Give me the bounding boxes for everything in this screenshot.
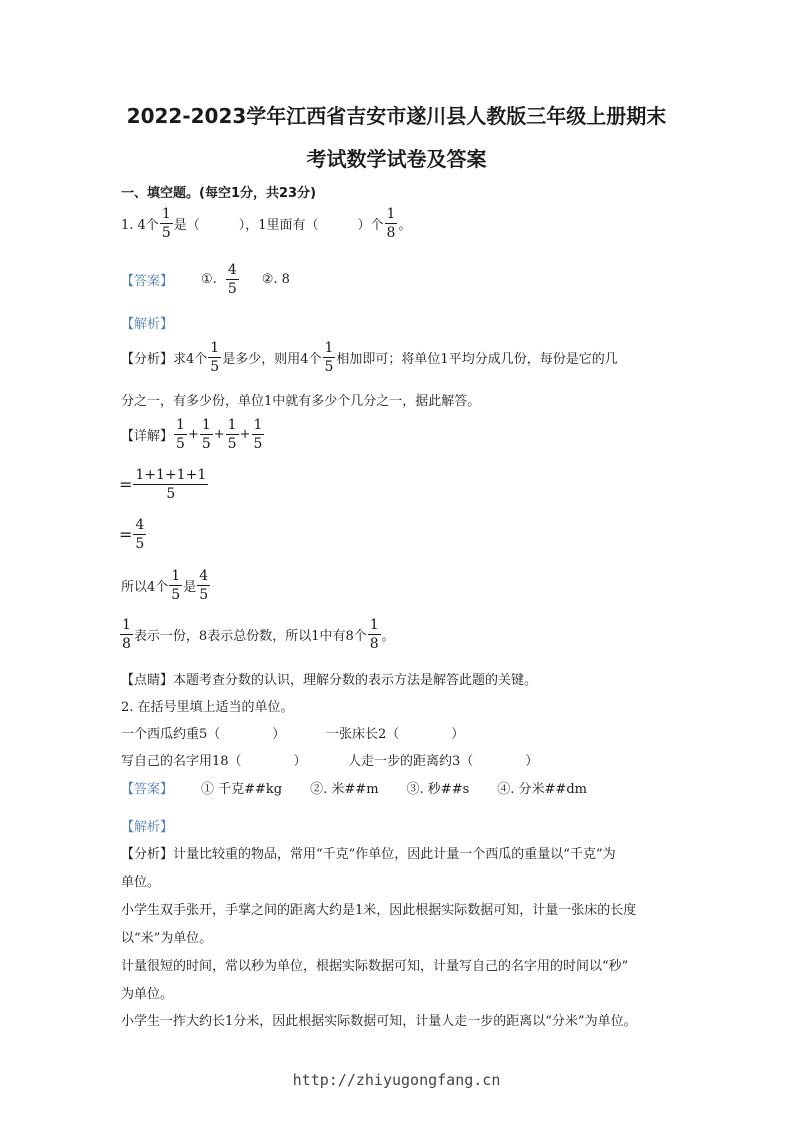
q2-answer-1: ① 千克##kg	[201, 782, 283, 797]
plus-sign: +	[213, 427, 225, 443]
q2-answer-4: ④. 分米##dm	[497, 782, 587, 797]
q1-end: 。	[398, 218, 412, 234]
dianjing-label: 【点睛】	[121, 673, 174, 688]
step-3-fraction: $\frac{4}{5}$	[135, 517, 145, 552]
so-fraction-1: $\frac{1}{5}$	[171, 568, 181, 603]
q2-fenxi-p3b: 为单位。	[121, 987, 174, 1002]
q1-prefix: 1. 4个	[121, 218, 159, 234]
plus-sign: +	[239, 427, 251, 443]
q2-fenxi-p1a	[121, 843, 616, 862]
q1-fenxi-line-1	[121, 341, 618, 374]
q1-answer-2: ②. 8	[261, 272, 290, 288]
q1-fenxi-line-2: 分之一，有多少份，单位1中就有多少个几分之一，据此解答。	[121, 394, 481, 409]
answer-label: 【答案】	[121, 274, 174, 290]
detail-fraction: $\frac{1}{5}$	[227, 417, 237, 452]
dianjing-text: 本题考查分数的认识，理解分数的表示方法是解答此题的关键。	[173, 673, 538, 688]
detail-label: 【详解】	[121, 429, 174, 445]
mean-fraction-1: $\frac{1}{8}$	[122, 617, 131, 652]
fenxi-label: 【分析】	[121, 847, 174, 862]
so-text-2: 是	[183, 580, 197, 596]
answer-label: 【答案】	[121, 782, 174, 797]
q2-answer-3: ③. 秒##s	[406, 782, 470, 797]
plus-sign: +	[187, 427, 199, 443]
q1-detail-line	[121, 418, 265, 451]
q1-meaning	[119, 618, 395, 651]
q2-fenxi-p2a: 小学生双手张开，手掌之间的距离大约是1米，因此根据实际数据可知，计量一张床的长度	[121, 903, 637, 918]
analysis-label: 【解析】	[121, 317, 174, 332]
q2-item-2: 一张床长2（ ）	[326, 727, 465, 742]
q2-answer	[121, 778, 587, 797]
q2-p1a-text: 计量比较重的物品，常用“千克”作单位，因此计量一个西瓜的重量以“千克”为	[173, 847, 616, 862]
so-fraction-2: $\frac{4}{5}$	[199, 568, 209, 603]
q1-answer-1-mark: ①.	[201, 272, 217, 288]
q2-item-1: 一个西瓜约重5（ ）	[121, 727, 286, 742]
q2-item-3: 写自己的名字用18（ ）	[121, 754, 307, 769]
q1-fenxi-fraction-2: $\frac{1}{5}$	[324, 340, 334, 375]
detail-fraction: $\frac{1}{5}$	[201, 417, 211, 452]
mean-text: 表示一份，8表示总份数，所以1中有8个	[133, 629, 367, 645]
fenxi-label: 【分析】	[121, 352, 174, 368]
mean-end: 。	[381, 629, 395, 645]
q1-stem	[121, 207, 411, 240]
q1-fenxi-text-1: 求4个	[173, 352, 208, 368]
q1-answer	[121, 263, 290, 296]
detail-fraction: $\frac{1}{5}$	[176, 417, 185, 452]
q1-answer-1: $\frac{4}{5}$	[227, 262, 237, 297]
q2-fenxi-p4: 小学生一拃大约长1分米，因此根据实际数据可知，计量人走一步的距离以“分米”为单位。	[121, 1014, 637, 1029]
title-line-1: 2022-2023学年江西省吉安市遂川县人教版三年级上册期末	[126, 104, 667, 128]
mean-fraction-2: $\frac{1}{8}$	[369, 617, 379, 652]
q1-fraction-b: $\frac{1}{8}$	[386, 206, 396, 241]
q2-fenxi-p1b: 单位。	[121, 875, 161, 890]
q2-item-4: 人走一步的距离约3（ ）	[348, 754, 539, 769]
q2-stem: 2. 在括号里填上适当的单位。	[121, 700, 294, 715]
q1-step-3	[119, 518, 147, 551]
q2-fenxi-p3a: 计量很短的时间，常以秒为单位，根据实际数据可知，计量写自己的名字用的时间以“秒”	[121, 959, 629, 974]
q1-fenxi-text-3: 相加即可；将单位1平均分成几份，每份是它的几	[336, 352, 618, 368]
q1-step-2	[119, 468, 209, 501]
q2-answer-2: ②. 米##m	[310, 782, 379, 797]
q2-fenxi-p2b: 以“米”为单位。	[121, 931, 213, 946]
equals-sign: =	[119, 525, 133, 545]
footer-url[interactable]: http://zhiyugongfang.cn	[292, 1071, 501, 1089]
equals-sign: =	[119, 475, 133, 495]
q1-fraction-a: $\frac{1}{5}$	[161, 206, 171, 241]
detail-fraction: $\frac{1}{5}$	[253, 417, 263, 452]
step-2-fraction: $\frac{1+1+1+1}{5}$	[135, 467, 207, 502]
q1-conclusion	[121, 569, 211, 602]
q1-dianjing	[121, 669, 537, 688]
title-line-2: 考试数学试卷及答案	[306, 147, 487, 171]
q1-fenxi-text-2: 是多少，则用4个	[222, 352, 322, 368]
section-heading: 一、填空题。(每空1分，共23分)	[121, 186, 317, 201]
so-text-1: 所以4个	[121, 580, 169, 596]
q1-fenxi-fraction-1: $\frac{1}{5}$	[210, 340, 220, 375]
q1-mid: 是（ ），1里面有（ ）个	[173, 218, 384, 234]
analysis-label: 【解析】	[121, 820, 174, 835]
